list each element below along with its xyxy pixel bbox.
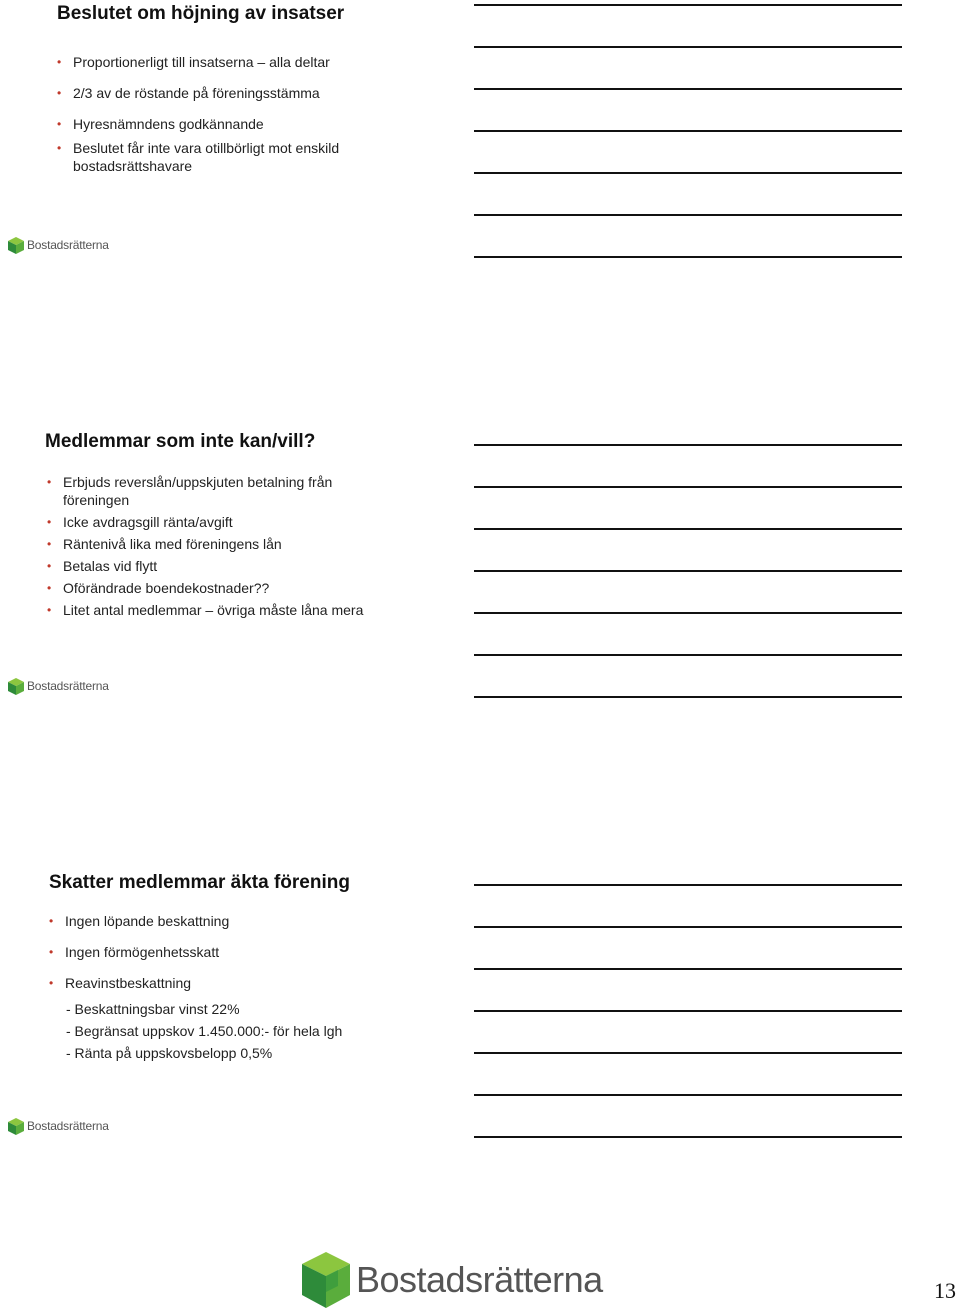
list-item: • Reavinstbeskattning [49,974,389,992]
page-number: 13 [934,1278,956,1303]
brand-logo [8,677,109,695]
brand-logo-text: Bostadsrätterna [27,679,109,693]
brand-logo [8,1117,109,1135]
list-item: • Hyresnämndens godkännande [57,115,397,133]
list-item: • Ingen förmögenhetsskatt [49,943,389,961]
list-item: • Litet antal medlemmar – övriga måste låna mera [47,601,387,619]
slide-1-bullets [57,53,397,175]
list-item: • Betalas vid flytt [47,557,387,575]
brand-logo-text: Bostadsrätterna [27,1119,109,1133]
slide-2-bullets [47,473,387,619]
sub-item: - Begränsat uppskov 1.450.000:- för hela lgh [66,1023,343,1039]
sub-item: - Beskattningsbar vinst 22% [66,1001,240,1017]
list-item: • Beslutet får inte vara otillbörligt mot enskild bostadsrättshavare [57,139,373,175]
slide-3-title: Skatter medlemmar äkta förening [49,872,350,893]
cube-logo-icon [8,237,24,254]
list-item: • Ingen löpande beskattning [49,912,389,930]
cube-logo-icon [302,1252,350,1308]
brand-logo [8,236,109,254]
footer-logo-text: Bostadsrätterna [356,1259,603,1300]
slide-3-bullets [49,912,389,992]
list-item: • Oförändrade boendekostnader?? [47,579,387,597]
list-item: • Räntenivå lika med föreningens lån [47,535,387,553]
sub-item: - Ränta på uppskovsbelopp 0,5% [66,1045,273,1061]
list-item: • 2/3 av de röstande på föreningsstämma [57,84,397,102]
footer-logo [302,1252,603,1308]
list-item: • Proportionerligt till insatserna – alla deltar [57,53,397,71]
slide-2-title: Medlemmar som inte kan/vill? [45,431,316,452]
brand-logo-text: Bostadsrätterna [27,238,109,252]
cube-logo-icon [8,678,24,695]
slide-1-title: Beslutet om höjning av insatser [57,3,345,24]
cube-logo-icon [8,1118,24,1135]
list-item: • Icke avdragsgill ränta/avgift [47,513,387,531]
list-item: • Erbjuds reverslån/uppskjuten betalning från föreningen [47,473,373,509]
